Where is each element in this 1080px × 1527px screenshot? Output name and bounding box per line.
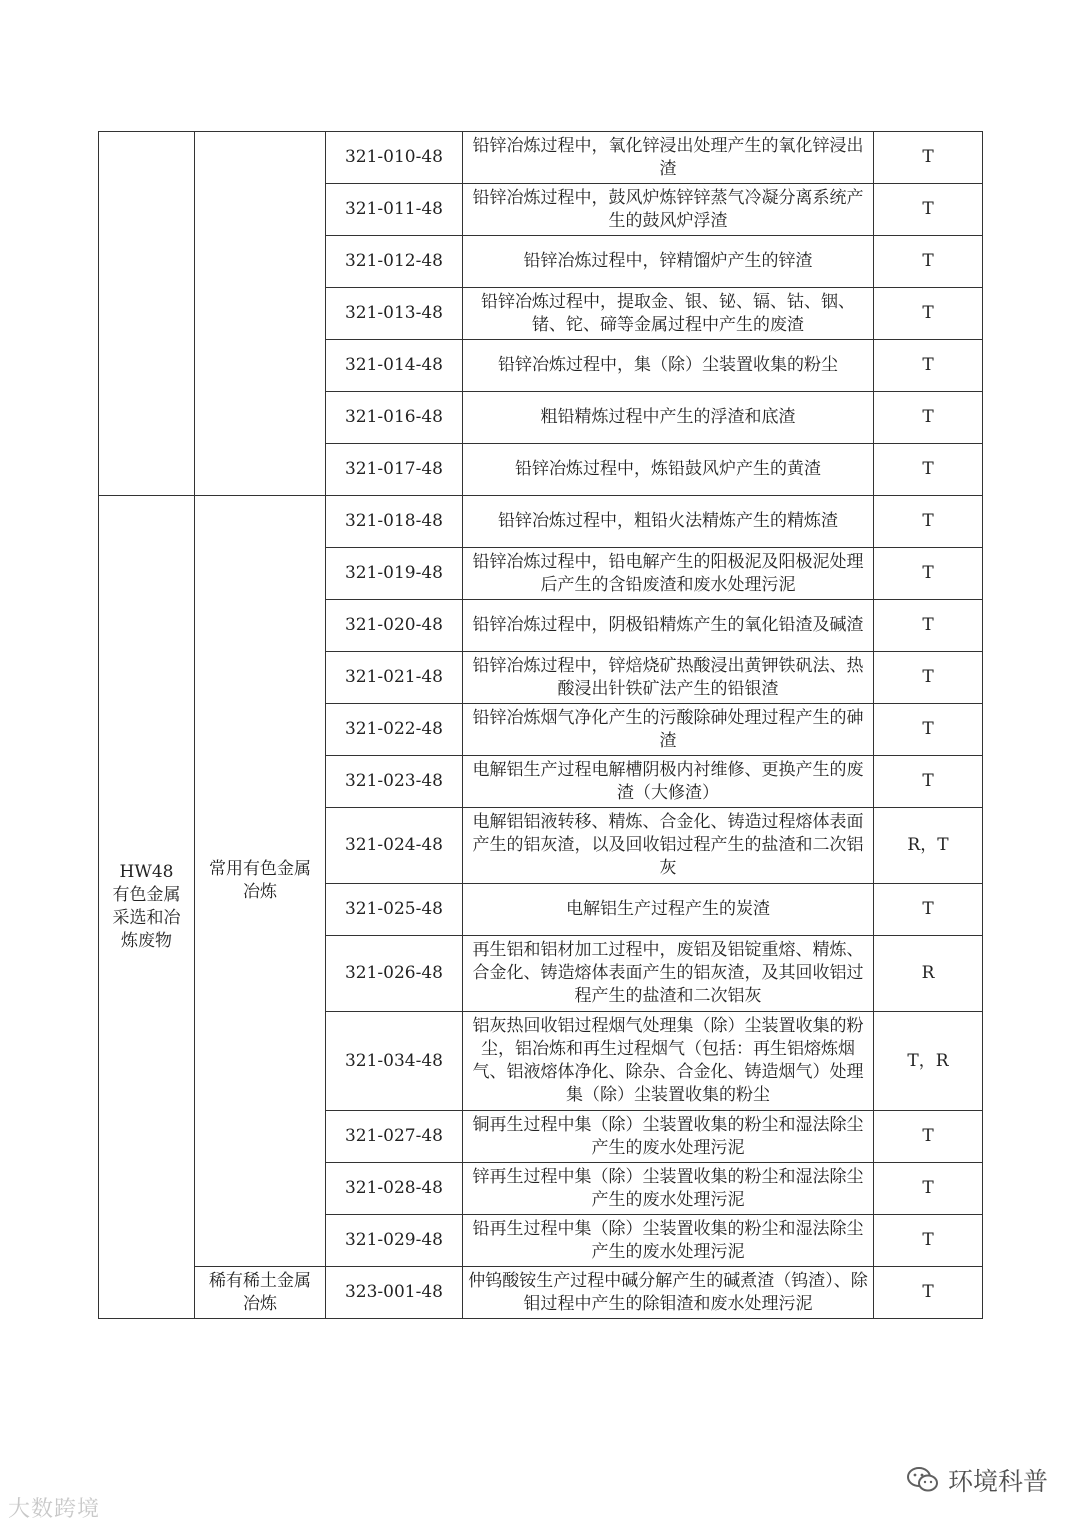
waste-description: 铅锌冶炼过程中，铅电解产生的阳极泥及阳极泥处理后产生的含铅废渣和废水处理污泥 xyxy=(472,551,864,595)
waste-description: 仲钨酸铵生产过程中碱分解产生的碱煮渣（钨渣）、除钼过程中产生的除钼渣和废水处理污泥 xyxy=(468,1270,868,1314)
waste-code-cell xyxy=(326,1215,463,1267)
hazard-characteristic: T xyxy=(922,1178,934,1198)
waste-description-cell xyxy=(463,652,874,704)
waste-code: 321-021-48 xyxy=(344,667,443,687)
waste-description-cell xyxy=(463,1111,874,1163)
category-name-line: 炼废物 xyxy=(121,931,172,951)
waste-code-cell xyxy=(326,808,463,884)
waste-code: 321-013-48 xyxy=(344,303,443,323)
waste-description-cell xyxy=(463,936,874,1012)
hazard-cell xyxy=(874,392,983,444)
hazard-cell xyxy=(874,652,983,704)
watermark-left xyxy=(8,1492,100,1523)
hazard-characteristic: T，R xyxy=(907,1050,949,1071)
hazard-cell xyxy=(874,704,983,756)
waste-code: 321-034-48 xyxy=(344,1050,443,1071)
waste-description-cell xyxy=(463,808,874,884)
waste-code: 321-022-48 xyxy=(344,719,443,739)
waste-description-cell xyxy=(463,236,874,288)
waste-code: 321-025-48 xyxy=(344,899,443,919)
hazard-cell xyxy=(874,288,983,340)
waste-code-cell xyxy=(326,756,463,808)
waste-description: 铅锌冶炼过程中，锌焙烧矿热酸浸出黄钾铁矾法、热酸浸出针铁矿法产生的铅银渣 xyxy=(472,655,864,699)
waste-description: 铅锌冶炼过程中，锌精馏炉产生的锌渣 xyxy=(523,251,813,271)
waste-code-cell xyxy=(326,548,463,600)
hazard-cell xyxy=(874,236,983,288)
watermark-left-text: 大数跨境 xyxy=(8,1497,101,1522)
hazardous-waste-table xyxy=(98,131,983,1319)
waste-description: 铅锌冶炼过程中，提取金、银、铋、镉、钴、铟、锗、铊、碲等金属过程中产生的废渣 xyxy=(481,291,855,335)
waste-description-cell xyxy=(463,1012,874,1111)
hazard-characteristic: T xyxy=(922,615,934,635)
waste-description: 铅锌冶炼过程中，炼铅鼓风炉产生的黄渣 xyxy=(515,459,821,479)
waste-description: 铅再生过程中集（除）尘装置收集的粉尘和湿法除尘产生的废水处理污泥 xyxy=(472,1218,864,1262)
table-row xyxy=(99,1267,983,1319)
hazard-characteristic: R xyxy=(921,963,935,983)
hazard-characteristic: T xyxy=(922,355,934,375)
industry-name-line: 稀有稀土金属 xyxy=(209,1270,311,1291)
hazard-cell xyxy=(874,548,983,600)
category-cell-empty xyxy=(99,132,195,496)
waste-description-cell xyxy=(463,444,874,496)
waste-description-cell xyxy=(463,184,874,236)
waste-code: 321-028-48 xyxy=(344,1178,443,1198)
waste-description-cell xyxy=(463,884,874,936)
hazard-cell xyxy=(874,808,983,884)
industry-cell-empty xyxy=(195,132,326,496)
industry-cell-rare xyxy=(195,1267,326,1319)
hazard-characteristic: T xyxy=(922,771,934,791)
waste-code-cell xyxy=(326,1111,463,1163)
industry-name-line: 冶炼 xyxy=(243,1293,277,1314)
hazard-characteristic: T xyxy=(922,667,934,687)
category-code: HW48 xyxy=(119,862,174,882)
industry-name-line: 冶炼 xyxy=(243,882,277,902)
hazard-cell xyxy=(874,1111,983,1163)
hazard-characteristic: T xyxy=(922,1126,934,1146)
table-row xyxy=(99,132,983,184)
waste-description-cell xyxy=(463,704,874,756)
waste-code-cell xyxy=(326,1012,463,1111)
waste-code: 323-001-48 xyxy=(344,1282,443,1302)
waste-description: 电解铝生产过程产生的炭渣 xyxy=(566,899,770,919)
waste-code: 321-018-48 xyxy=(344,511,443,531)
hazard-characteristic: T xyxy=(922,251,934,271)
waste-code-cell xyxy=(326,1267,463,1319)
waste-code: 321-023-48 xyxy=(344,771,443,791)
waste-code-cell xyxy=(326,496,463,548)
waste-description: 再生铝和铝材加工过程中，废铝及铝锭重熔、精炼、合金化、铸造熔体表面产生的铝灰渣，及其回收铝过程产生的盐渣和二次铝灰 xyxy=(472,940,864,1006)
waste-code: 321-016-48 xyxy=(344,407,443,427)
waste-code: 321-010-48 xyxy=(344,147,443,167)
hazard-characteristic: T xyxy=(922,1230,934,1250)
category-cell xyxy=(99,496,195,1319)
hazard-cell xyxy=(874,132,983,184)
hazard-characteristic: T xyxy=(922,1282,934,1302)
hazard-characteristic: T xyxy=(922,303,934,323)
waste-code-cell xyxy=(326,1163,463,1215)
hazard-cell xyxy=(874,884,983,936)
waste-code-cell xyxy=(326,340,463,392)
table-row xyxy=(99,496,983,548)
hazard-cell xyxy=(874,756,983,808)
waste-code: 321-011-48 xyxy=(344,199,443,219)
waste-description: 铅锌冶炼过程中，集（除）尘装置收集的粉尘 xyxy=(498,355,838,375)
waste-code-cell xyxy=(326,184,463,236)
watermark-right-text: 环境科普 xyxy=(947,1467,1048,1496)
waste-description: 铜再生过程中集（除）尘装置收集的粉尘和湿法除尘产生的废水处理污泥 xyxy=(472,1114,864,1158)
waste-code: 321-017-48 xyxy=(344,459,443,479)
hazard-characteristic: T xyxy=(922,459,934,479)
hazard-characteristic: T xyxy=(922,511,934,531)
hazard-cell xyxy=(874,600,983,652)
hazard-characteristic: T xyxy=(922,147,934,167)
waste-code-cell xyxy=(326,652,463,704)
waste-description: 粗铅精炼过程中产生的浮渣和底渣 xyxy=(540,407,796,427)
waste-description-cell xyxy=(463,496,874,548)
waste-description-cell xyxy=(463,1163,874,1215)
waste-code-cell xyxy=(326,132,463,184)
waste-description: 铅锌冶炼烟气净化产生的污酸除砷处理过程产生的砷渣 xyxy=(472,707,864,751)
hazard-characteristic: T xyxy=(922,719,934,739)
waste-description: 铅锌冶炼过程中，粗铅火法精炼产生的精炼渣 xyxy=(498,511,838,531)
waste-code: 321-027-48 xyxy=(344,1126,443,1146)
waste-code-cell xyxy=(326,600,463,652)
waste-code: 321-029-48 xyxy=(344,1230,443,1250)
waste-description: 铅锌冶炼过程中，阴极铅精炼产生的氧化铅渣及碱渣 xyxy=(472,615,864,635)
waste-description-cell xyxy=(463,1267,874,1319)
waste-description: 铅锌冶炼过程中，鼓风炉炼锌锌蒸气冷凝分离系统产生的鼓风炉浮渣 xyxy=(472,187,864,231)
waste-description-cell xyxy=(463,548,874,600)
hazard-cell xyxy=(874,340,983,392)
industry-name-line: 常用有色金属 xyxy=(209,859,311,879)
category-name-line: 有色金属 xyxy=(112,885,181,905)
waste-code: 321-014-48 xyxy=(344,355,443,375)
waste-description: 铅锌冶炼过程中，氧化锌浸出处理产生的氧化锌浸出渣 xyxy=(472,135,864,179)
hazard-cell xyxy=(874,444,983,496)
waste-code-cell xyxy=(326,936,463,1012)
hazard-characteristic: T xyxy=(922,407,934,427)
waste-code-cell xyxy=(326,392,463,444)
hazard-cell xyxy=(874,1012,983,1111)
waste-code: 321-020-48 xyxy=(344,615,443,635)
waste-code-cell xyxy=(326,444,463,496)
watermark-right xyxy=(906,1462,1048,1498)
category-name-line: 采选和冶 xyxy=(112,908,181,928)
waste-description: 电解铝铝液转移、精炼、合金化、铸造过程熔体表面产生的铝灰渣，以及回收铝过程产生的盐渣和二次铝灰 xyxy=(472,812,864,878)
waste-description-cell xyxy=(463,1215,874,1267)
hazard-cell xyxy=(874,496,983,548)
hazard-characteristic: T xyxy=(922,899,934,919)
waste-description-cell xyxy=(463,132,874,184)
hazard-characteristic: T xyxy=(922,563,934,583)
waste-description-cell xyxy=(463,756,874,808)
hazard-characteristic: R，T xyxy=(907,835,949,855)
waste-description-cell xyxy=(463,600,874,652)
waste-code-cell xyxy=(326,704,463,756)
hazard-cell xyxy=(874,1163,983,1215)
waste-code-cell xyxy=(326,236,463,288)
waste-code: 321-019-48 xyxy=(344,563,443,583)
hazard-cell xyxy=(874,1267,983,1319)
waste-code: 321-012-48 xyxy=(344,251,443,271)
hazard-cell xyxy=(874,184,983,236)
waste-description: 锌再生过程中集（除）尘装置收集的粉尘和湿法除尘产生的废水处理污泥 xyxy=(472,1166,864,1210)
hazard-cell xyxy=(874,936,983,1012)
waste-code: 321-024-48 xyxy=(344,835,443,855)
waste-code-cell xyxy=(326,288,463,340)
waste-code-cell xyxy=(326,884,463,936)
wechat-icon xyxy=(906,1465,940,1495)
hazard-cell xyxy=(874,1215,983,1267)
hazard-characteristic: T xyxy=(922,199,934,219)
waste-description: 电解铝生产过程电解槽阴极内衬维修、更换产生的废渣（大修渣） xyxy=(472,759,864,803)
industry-cell-common xyxy=(195,496,326,1267)
waste-description-cell xyxy=(463,340,874,392)
waste-description-cell xyxy=(463,288,874,340)
waste-description: 铝灰热回收铝过程烟气处理集（除）尘装置收集的粉尘，铝冶炼和再生过程烟气（包括：再生铝熔炼烟气、铝液熔体净化、除杂、合金化、铸造烟气）处理集（除）尘装置收集的粉尘 xyxy=(472,1016,864,1105)
waste-description-cell xyxy=(463,392,874,444)
waste-code: 321-026-48 xyxy=(344,963,443,983)
